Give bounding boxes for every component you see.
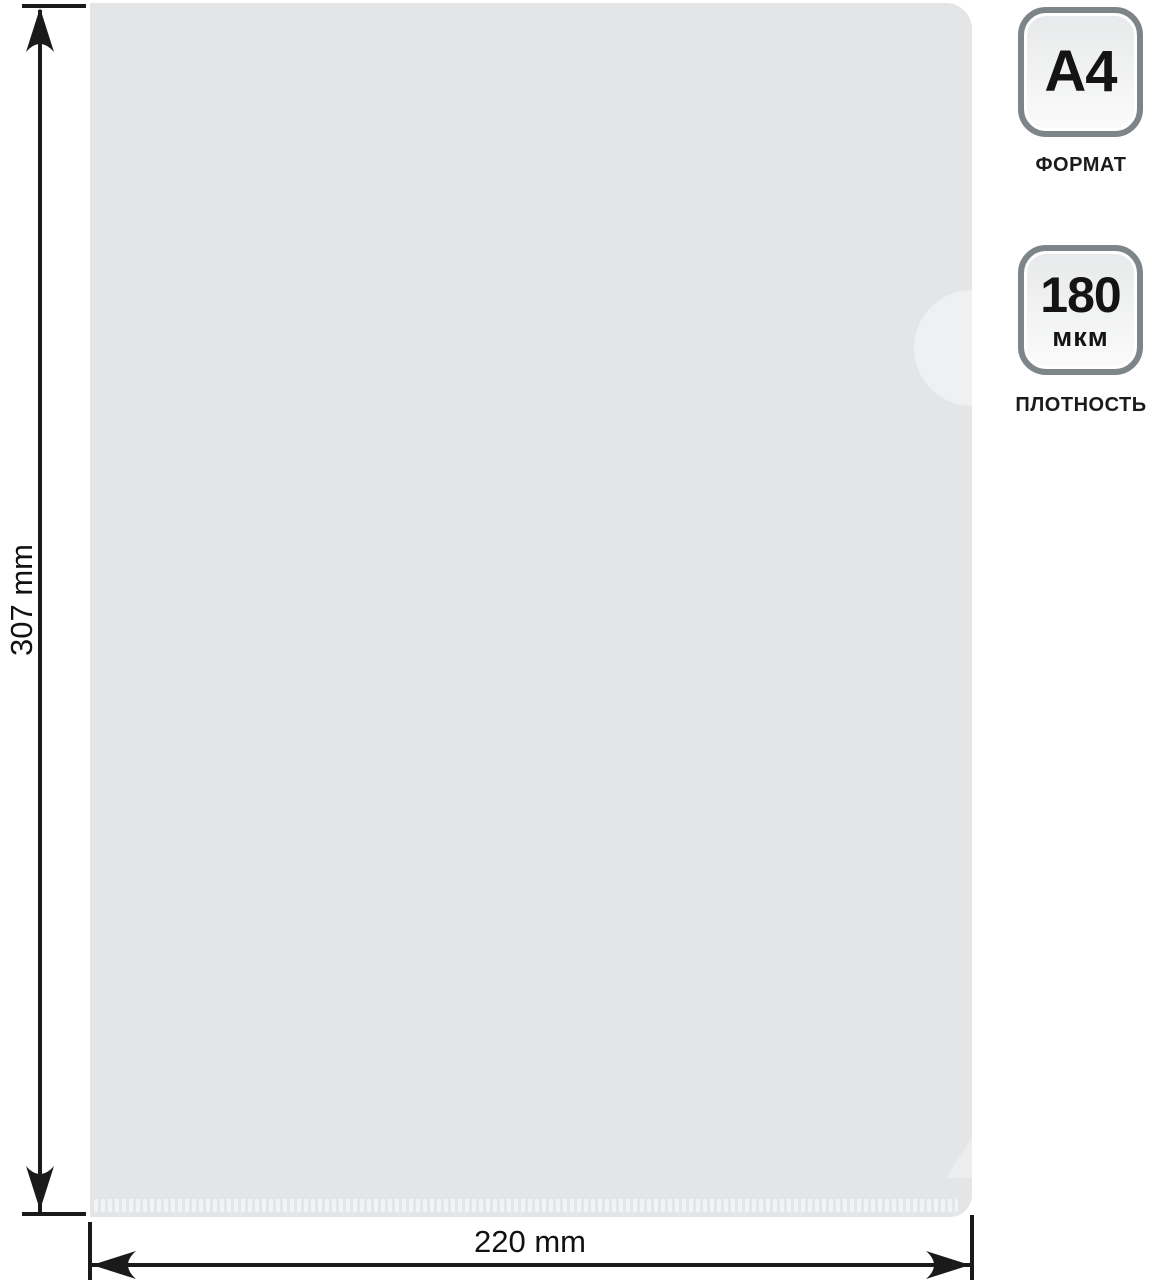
- density-badge: [1018, 245, 1143, 375]
- folder-image: [90, 3, 972, 1217]
- height-tick-bottom: [22, 1212, 86, 1216]
- density-badge-unit: мкм: [1052, 321, 1109, 352]
- arrow-down-icon: [25, 1166, 55, 1210]
- format-badge-caption: ФОРМАТ: [1035, 154, 1127, 176]
- format-badge-value: A4: [1044, 39, 1117, 104]
- density-badge-caption: ПЛОТНОСТЬ: [1015, 394, 1147, 416]
- format-badge: [1018, 7, 1143, 137]
- corner-seam: [946, 1137, 972, 1178]
- arrow-right-icon: [926, 1250, 970, 1280]
- thumb-notch: [914, 290, 972, 406]
- weld-seam: [94, 1199, 958, 1212]
- height-dimension-label: 307 mm: [4, 544, 39, 656]
- arrow-left-icon: [92, 1250, 136, 1280]
- density-badge-value: 180: [1040, 266, 1121, 323]
- width-extension-right: [970, 1215, 974, 1280]
- width-dimension-line: [92, 1263, 970, 1267]
- arrow-up-icon: [25, 8, 55, 52]
- width-dimension-label: 220 mm: [474, 1224, 586, 1259]
